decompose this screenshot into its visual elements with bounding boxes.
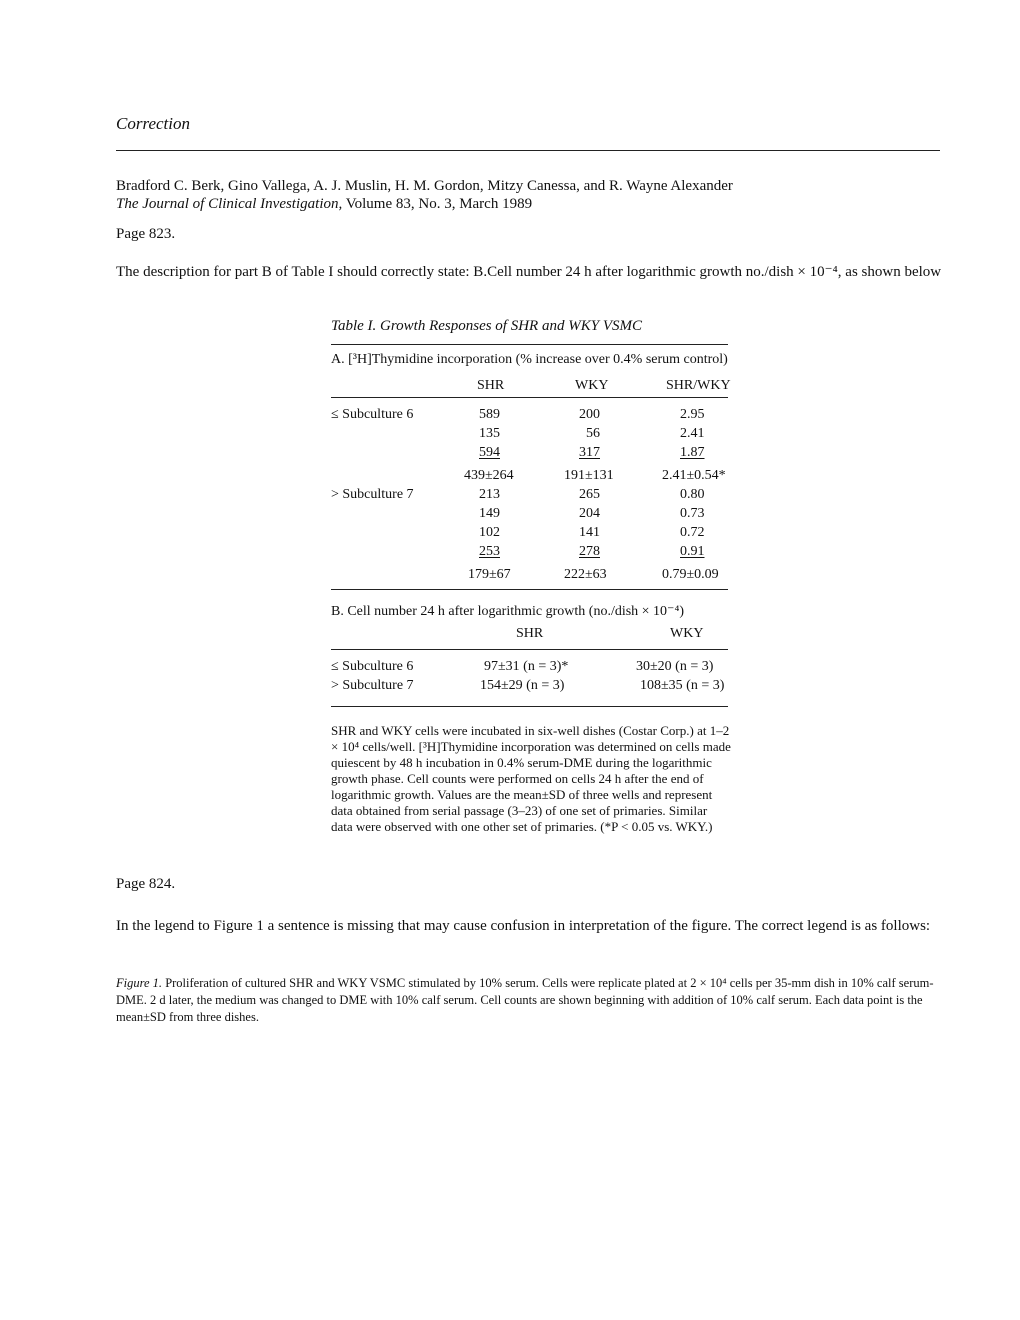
legend-intro: In the legend to Figure 1 a sentence is missing that may cause confusion in interpretation of the figure. The correct legend is as follows:: [116, 918, 931, 934]
part-b-header-rule: [331, 649, 728, 650]
table-cell: 278: [579, 544, 600, 559]
page-823-label: Page 823.: [116, 226, 176, 242]
figure-legend-label: Figure 1.: [116, 976, 163, 990]
summary-cell: 222±63: [564, 567, 607, 582]
column-header-wky: WKY: [670, 626, 704, 641]
table-cell: 135: [479, 426, 500, 441]
table-cell: 0.91: [680, 544, 705, 559]
table-cell: 149: [479, 506, 500, 521]
table-cell: 317: [579, 445, 600, 460]
part-a-heading: A. [³H]Thymidine incorporation (% increase over 0.4% serum control): [331, 352, 728, 367]
table-cell: 141: [579, 525, 600, 540]
table-cell: 56: [586, 426, 600, 441]
table-cell: 589: [479, 407, 500, 422]
summary-cell: 179±67: [468, 567, 511, 582]
part-b-heading: B. Cell number 24 h after logarithmic growth (no./dish × 10⁻⁴): [331, 604, 684, 619]
column-header-wky: WKY: [575, 378, 609, 393]
table-top-rule: [331, 344, 728, 345]
table-cell: 2.41: [680, 426, 705, 441]
group-label-subculture-7: > Subculture 7: [331, 487, 414, 502]
table-cell: 0.73: [680, 506, 705, 521]
column-header-shr: SHR: [516, 626, 544, 641]
summary-cell: 191±131: [564, 468, 614, 483]
section-title: Correction: [116, 114, 190, 133]
summary-cell: 0.79±0.09: [662, 567, 719, 582]
part-a-header-rule: [331, 397, 728, 398]
table-cell: 1.87: [680, 445, 705, 460]
table-bottom-rule: [331, 706, 728, 707]
table-cell: 594: [479, 445, 500, 460]
table-cell: 97±31 (n = 3)*: [484, 659, 569, 674]
column-header-shr-wky: SHR/WKY: [666, 378, 731, 393]
table-cell: 102: [479, 525, 500, 540]
table-cell: 0.72: [680, 525, 705, 540]
summary-cell: 439±264: [464, 468, 514, 483]
row-label-subculture-6: ≤ Subculture 6: [331, 659, 414, 674]
table-title: Table I. Growth Responses of SHR and WKY VSMC: [331, 318, 642, 334]
journal-name: The Journal of Clinical Investigation,: [116, 196, 343, 212]
table-cell: 213: [479, 487, 500, 502]
table-cell: 0.80: [680, 487, 705, 502]
figure-legend-text: Proliferation of cultured SHR and WKY VSMC stimulated by 10% serum. Cells were replicate plated at 2 × 10⁴ cells per 35-mm dish in 10% calf serum-DME. 2 d later, the medium was changed to DME with 10% calf serum. Cell counts are shown beginning with addition of 10% calf serum. Each data point is the mean±SD from three dishes.: [116, 976, 934, 1024]
table-cell: 265: [579, 487, 600, 502]
summary-cell: 2.41±0.54*: [662, 468, 726, 483]
column-header-shr: SHR: [477, 378, 505, 393]
table-cell: 2.95: [680, 407, 705, 422]
figure-legend: [116, 975, 942, 1026]
journal-issue: Volume 83, No. 3, March 1989: [342, 196, 533, 212]
table-cell: 200: [579, 407, 600, 422]
group-label-subculture-6: ≤ Subculture 6: [331, 407, 414, 422]
journal-citation: [116, 196, 532, 213]
table-cell: 154±29 (n = 3): [480, 678, 565, 693]
page-824-label: Page 824.: [116, 876, 176, 892]
table-cell: 204: [579, 506, 600, 521]
author-list: Bradford C. Berk, Gino Vallega, A. J. Muslin, H. M. Gordon, Mitzy Canessa, and R. Wayne Alexander: [116, 178, 733, 194]
table-cell: 108±35 (n = 3): [640, 678, 725, 693]
row-label-subculture-7: > Subculture 7: [331, 678, 414, 693]
part-a-bottom-rule: [331, 589, 728, 590]
correction-description: The description for part B of Table I should correctly state: B.Cell number 24 h after logarithmic growth no./dish × 10⁻⁴, as shown below: [116, 264, 942, 280]
table-cell: 253: [479, 544, 500, 559]
header-rule: [116, 150, 940, 151]
table-cell: 30±20 (n = 3): [636, 659, 714, 674]
table-footnote: SHR and WKY cells were incubated in six-well dishes (Costar Corp.) at 1–2 × 10⁴ cells/well. [³H]Thymidine incorporation was determined on cells made quiescent by 48 h incubation in 0.4% serum-DME during the logarithmic growth phase. Cell counts were performed on cells 24 h after the end of logarithmic growth. Values are the mean±SD of three wells and represent data obtained from serial passage (3–23) of one set of primaries. Similar data were observed with one other set of primaries. (*P < 0.05 vs. WKY.): [331, 723, 731, 834]
